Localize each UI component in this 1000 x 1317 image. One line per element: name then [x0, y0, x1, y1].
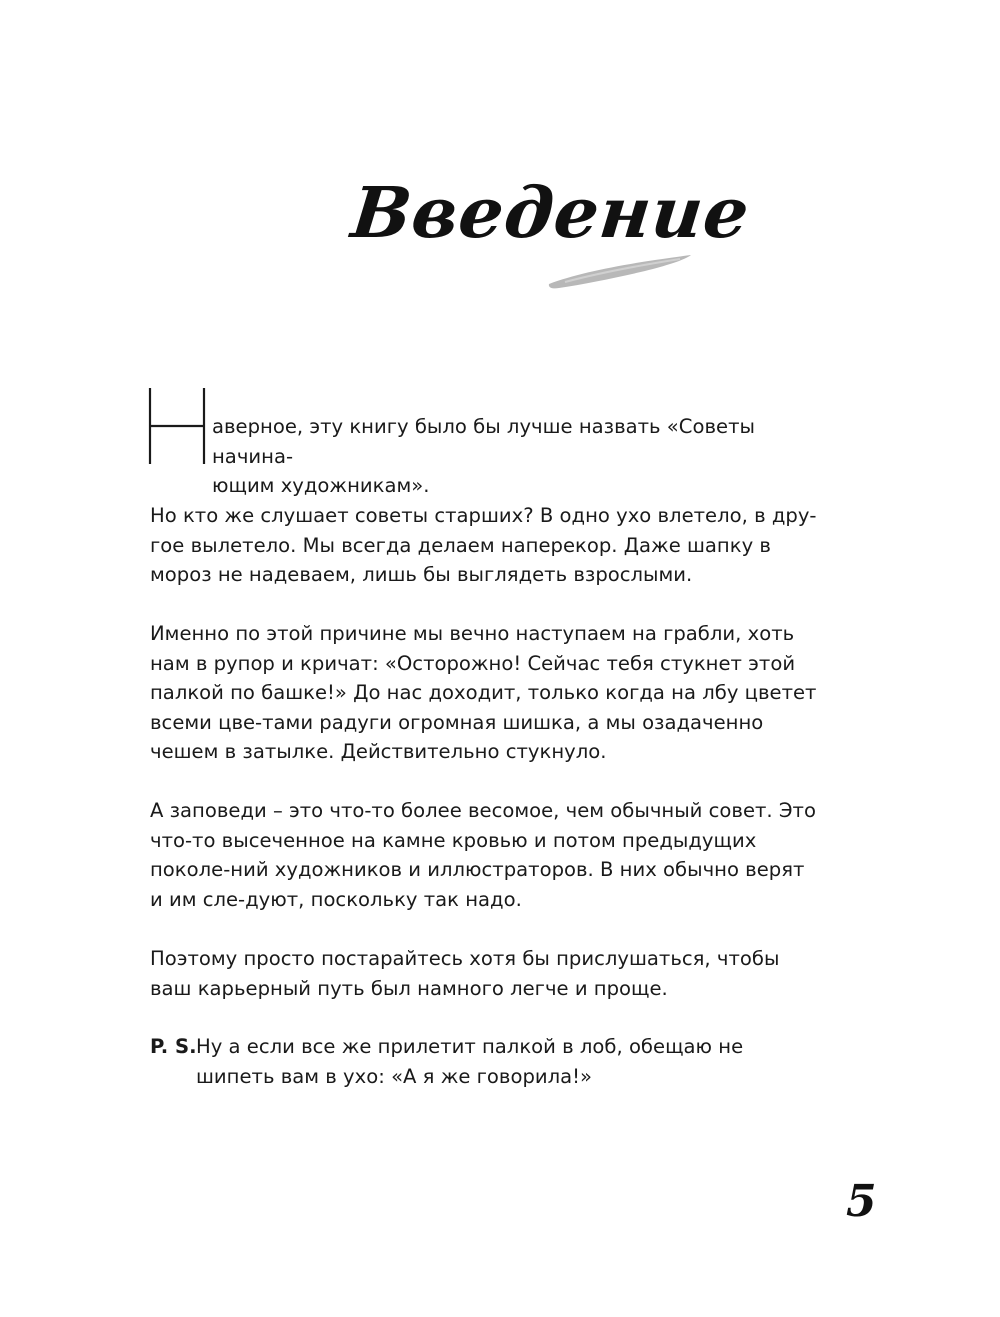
- page-number: 5: [846, 1176, 877, 1227]
- paragraph-5-text: Поэтому просто постарайтесь хотя бы прислушаться, чтобы ваш карьерный путь был намного легче и проще.: [150, 947, 780, 1000]
- paragraph-2-text: Но кто же слушает советы старших? В одно ухо влетело, в дру-гое вылетело. Мы всегда делаем наперекор. Даже шапку в мороз не надеваем, лишь бы выглядеть взрослыми.: [150, 504, 817, 586]
- postscript-text: Ну а если все же прилетит палкой в лоб, обещаю не шипеть вам в ухо: «А я же говорила!»: [196, 1035, 744, 1088]
- paragraph-2: [150, 501, 820, 590]
- title-block: [340, 170, 754, 300]
- paragraph-3: [150, 619, 820, 767]
- paragraph-4: [150, 796, 820, 914]
- brush-stroke-decoration: [545, 252, 695, 292]
- page-title: Введение: [347, 171, 754, 254]
- paragraph-3-text: Именно по этой причине мы вечно наступаем на грабли, хоть нам в рупор и кричат: «Осторожно! Сейчас тебя стукнет этой палкой по башке!» До нас доходит, только когда на лбу цветет всеми цве-тами радуги огромная шишка, а мы озадаченно чешем в затылке. Действительно стукнуло.: [150, 622, 817, 763]
- paragraph-1-line-1: аверное, эту книгу было бы лучше назвать «Советы начина-: [212, 415, 755, 468]
- paragraph-4-text: А заповеди – это что-то более весомое, чем обычный совет. Это что-то высеченное на камне кровью и потом предыдущих поколе-ний художников и иллюстраторов. В них обычно верят и им сле-дуют, поскольку так надо.: [150, 799, 816, 911]
- paragraph-5: [150, 944, 820, 1003]
- postscript: [150, 1032, 820, 1091]
- paragraph-1: [150, 412, 820, 501]
- paragraph-1-line-2: ющим художникам».: [212, 474, 430, 497]
- dropcap-letter-text: Н: [148, 388, 149, 389]
- postscript-label: P. S.: [150, 1035, 197, 1058]
